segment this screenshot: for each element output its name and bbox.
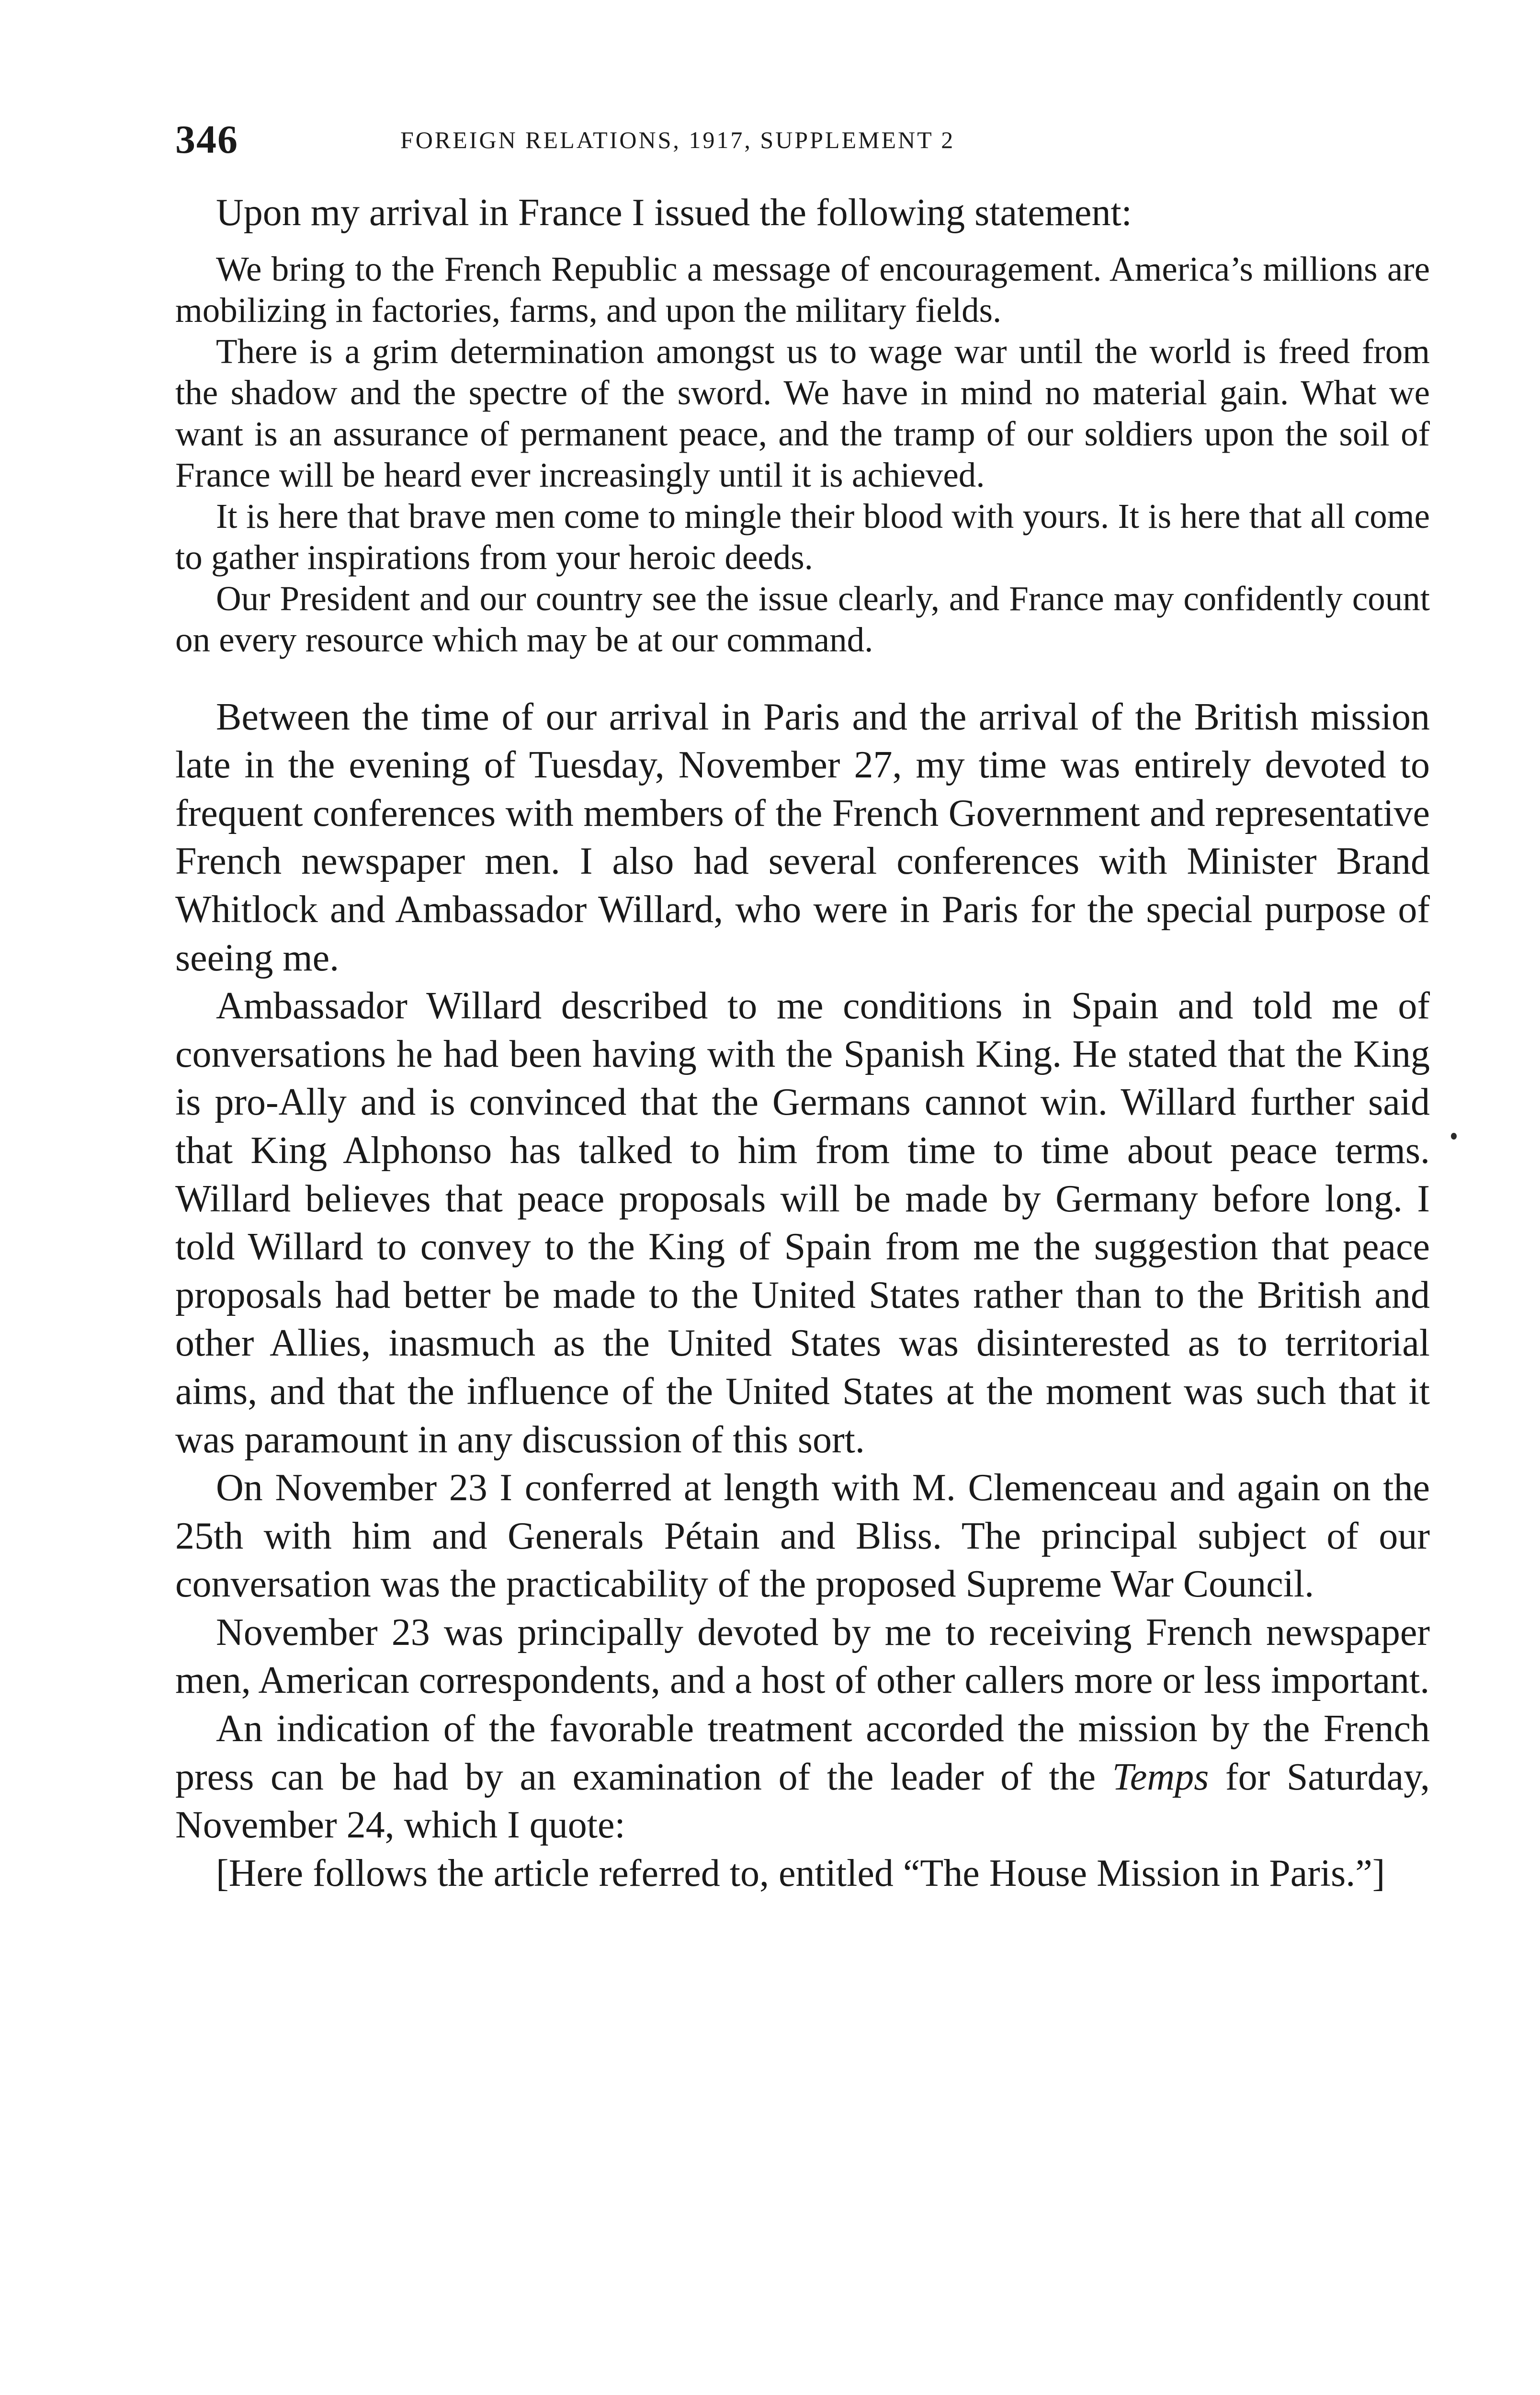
body-text (175, 189, 1430, 1897)
page-header (175, 111, 1430, 169)
statement-paragraph: We bring to the French Republic a message of encouragement. America’s millions are mobilizing in factories, farms, and upon the military fields. (175, 249, 1430, 330)
statement-paragraph: Our President and our country see the issue clearly, and France may confidently count on every resource which may be at our command. (175, 579, 1430, 659)
press-text-after: for Saturday, November 24, which I quote: (175, 1756, 1430, 1847)
body-paragraph: Between the time of our arrival in Paris and the arrival of the British mission late in the evening of Tuesday, November 27, my time was entirely devoted to frequent conferences with members of the French Government and representative French newspaper men. I also had several conferences with Minister Brand Whitlock and Ambassador Willard, who were in Paris for the special purpose of seeing me. (175, 696, 1430, 979)
temps-title: Temps (1112, 1756, 1209, 1798)
press-text-before: An indication of the favorable treatment accorded the mission by the French press can be had by an examination of the leader of the (175, 1708, 1430, 1798)
body-paragraph: November 23 was principally devoted by me to receiving French newspaper men, American correspondents, and a host of other callers more or less important. (175, 1611, 1430, 1702)
margin-speck (1451, 1133, 1457, 1140)
body-paragraph: On November 23 I conferred at length with M. Clemenceau and again on the 25th with him and Generals Pétain and Bliss. The principal subject of our conversation was the practicability of the proposed Supreme War Council. (175, 1467, 1430, 1606)
quoted-statement (175, 249, 1430, 661)
body-paragraph: Ambassador Willard described to me conditions in Spain and told me of conversations he had been having with the Spanish King. He stated that the King is pro-Ally and is convinced that the Germans cannot win. Willard further said that King Alphonso has talked to him from time to time about peace terms. Willard believes that peace proposals will be made by Germany before long. I told Willard to convey to the King of Spain from me the suggestion that peace proposals had better be made to the United States rather than to the British and other Allies, inasmuch as the United States was disinterested as to territorial aims, and that the influence of the United States at the moment was such that it was paramount in any discussion of this sort. (175, 985, 1430, 1461)
intro-paragraph: Upon my arrival in France I issued the following statement: (216, 192, 1132, 234)
press-paragraph (175, 1705, 1430, 1849)
statement-paragraph: There is a grim determination amongst us to wage war until the world is freed from the shadow and the spectre of the sword. We have in mind no material gain. What we want is an assurance of permanent peace, and the tramp of our soldiers upon the soil of France will be heard ever increasingly until it is achieved. (175, 331, 1430, 494)
statement-paragraph: It is here that brave men come to mingle their blood with yours. It is here that all come to gather inspirations from your heroic deeds. (175, 496, 1430, 577)
page-number: 346 (175, 117, 238, 162)
running-head: FOREIGN RELATIONS, 1917, SUPPLEMENT 2 (400, 126, 955, 153)
editorial-note: [Here follows the article referred to, entitled “The House Mission in Paris.”] (216, 1852, 1385, 1894)
